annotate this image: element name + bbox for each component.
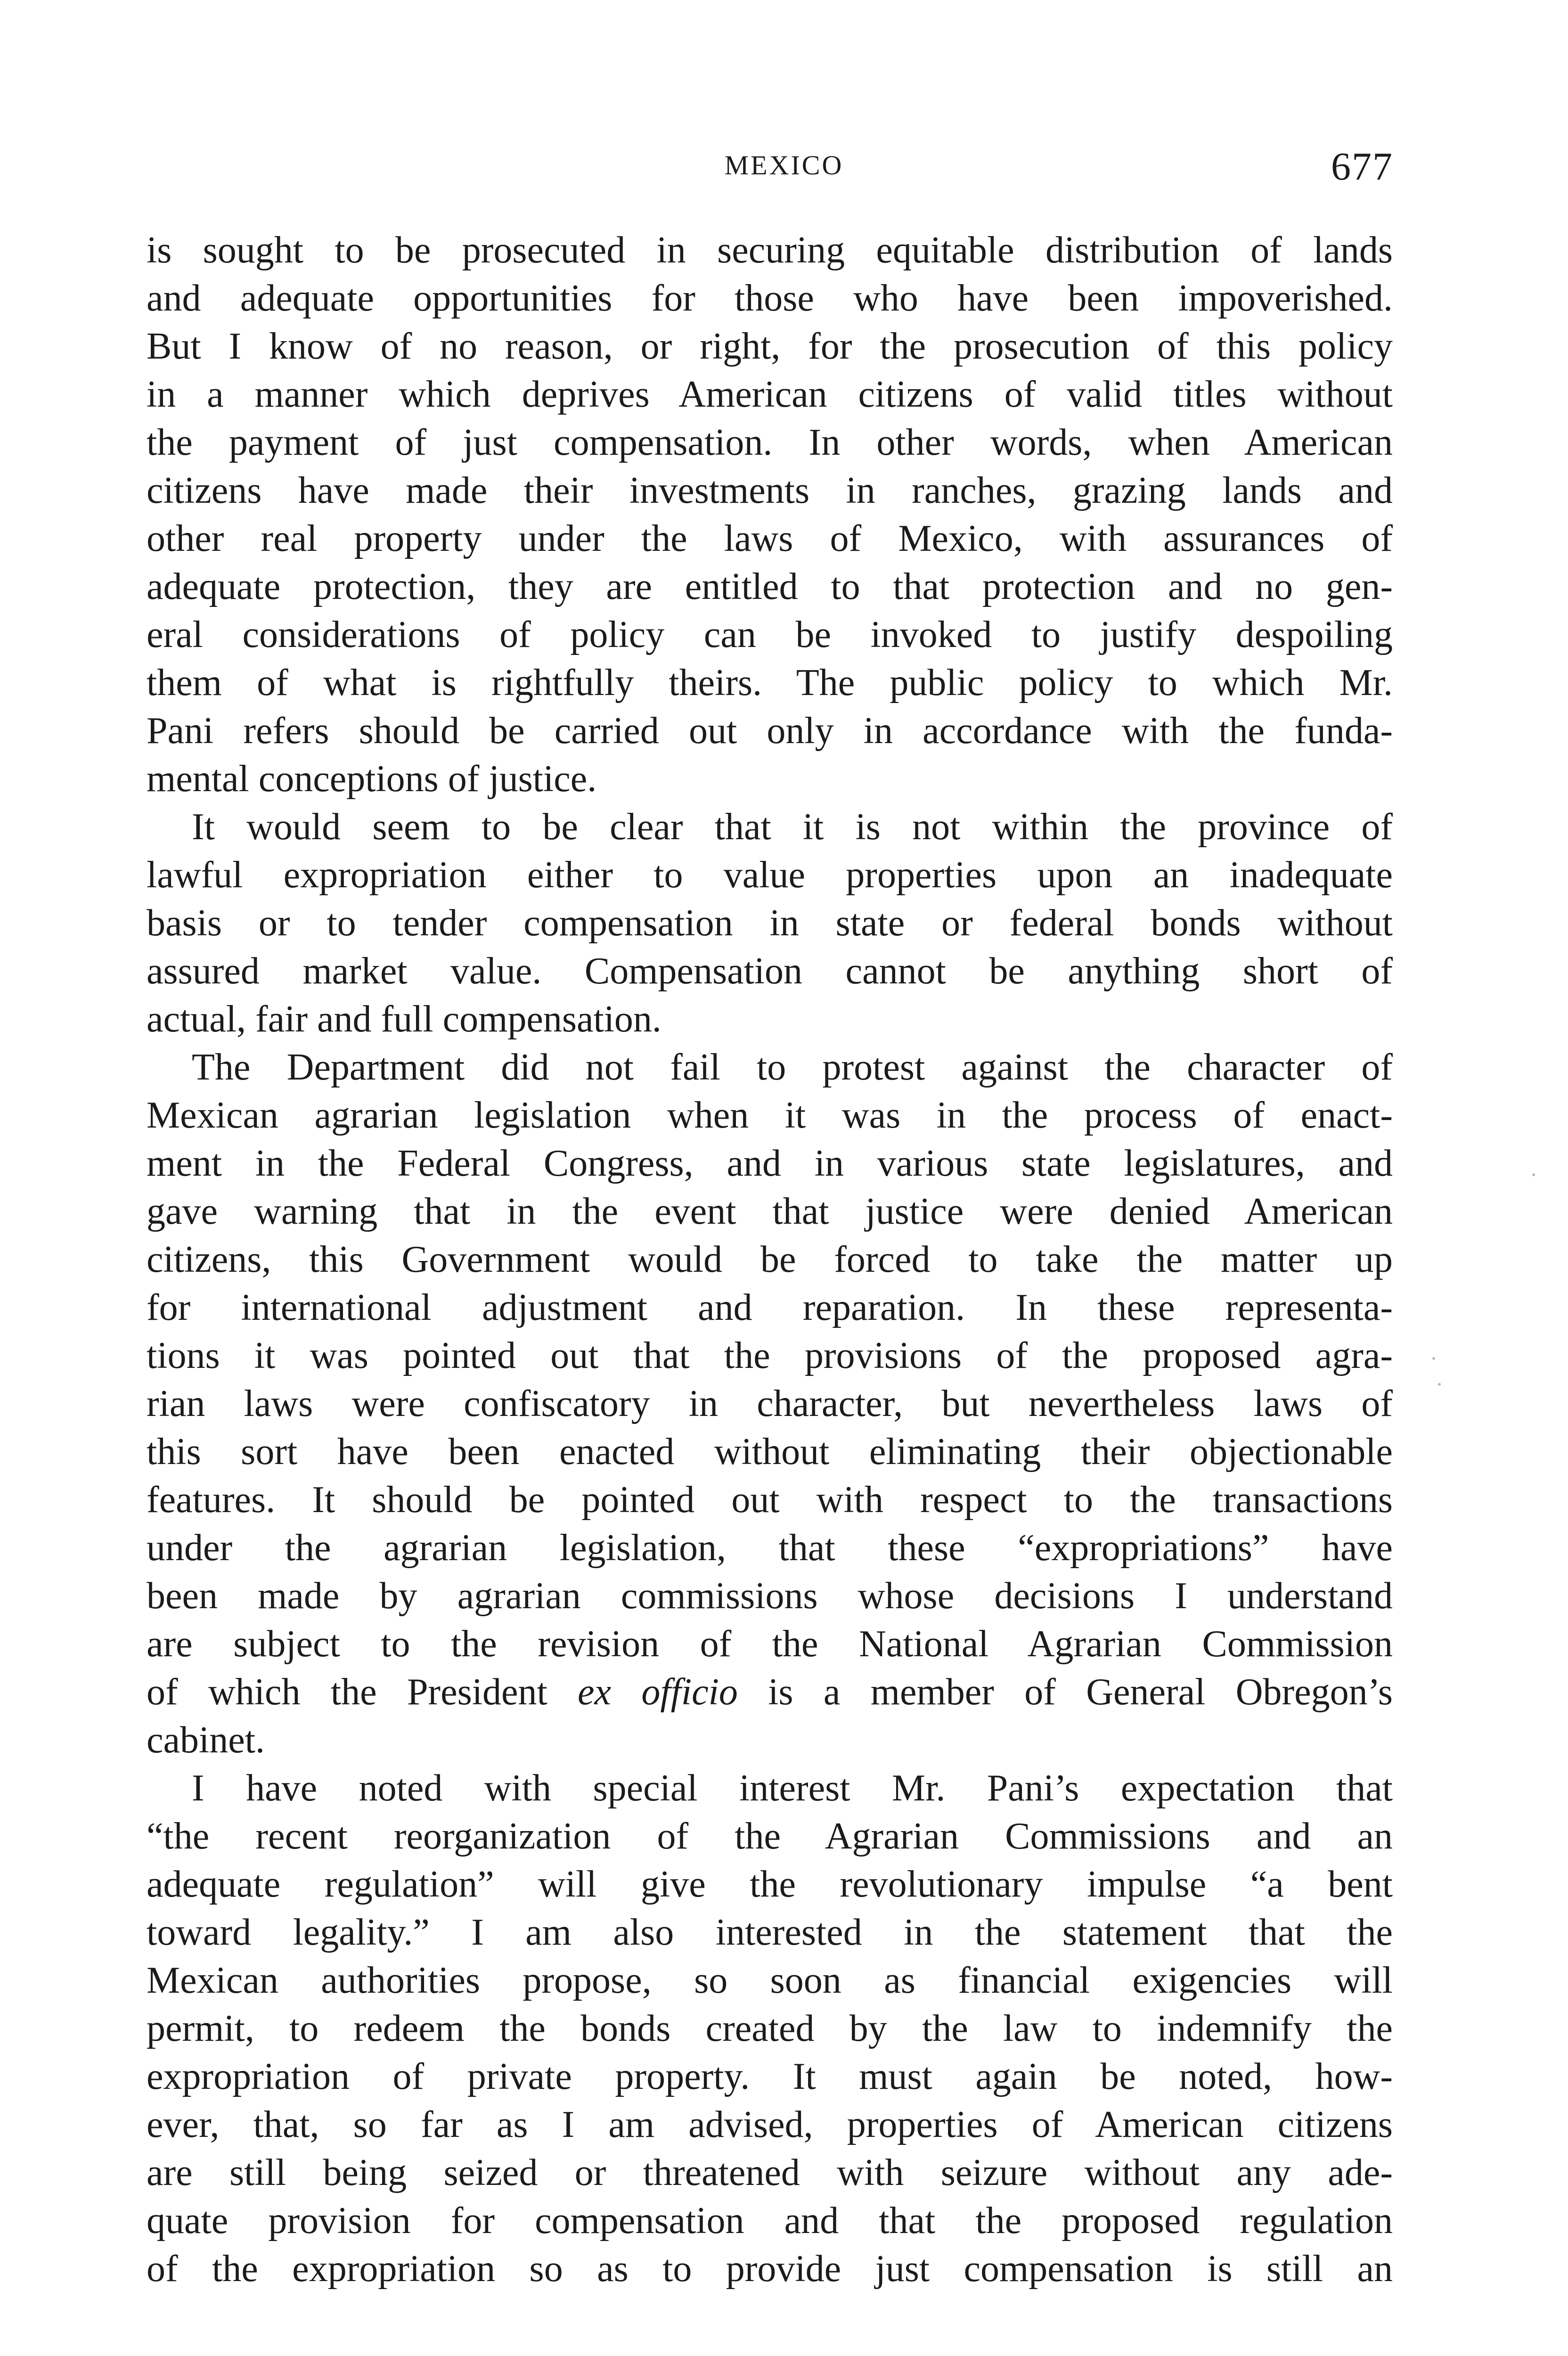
latin-phrase: ex officio [578,1671,738,1713]
text-line: are still being seized or threatened with seizure without any ade- [147,2152,1393,2193]
text-line: adequate protection, they are entitled to that protection and no gen- [147,566,1393,607]
running-head [0,144,1568,186]
text-line: of the expropriation so as to provide just compensation is still an [147,2248,1393,2290]
text-line: and adequate opportunities for those who have been impoverished. [147,278,1393,319]
paragraph-first-line: I have noted with special interest Mr. Pani’s expectation that [192,1767,1393,1809]
text-line: been made by agrarian commissions whose decisions I understand [147,1575,1393,1617]
page-number: 677 [1331,145,1393,188]
text-line [147,1668,1393,1716]
text-line: assured market value. Compensation cannot be anything short of [147,950,1393,992]
paragraph-first-line: The Department did not fail to protest against the character of [192,1047,1393,1088]
scan-speck [1438,1383,1441,1386]
text-line: rian laws were confiscatory in character, but nevertheless laws of [147,1383,1393,1424]
text-line: adequate regulation” will give the revolutionary impulse “a bent [147,1864,1393,1905]
text-line: cabinet. [147,1719,265,1761]
text-line: features. It should be pointed out with respect to the transactions [147,1479,1393,1521]
text-line: “the recent reorganization of the Agrarian Commissions and an [147,1816,1393,1857]
text-line: other real property under the laws of Mexico, with assurances of [147,518,1393,559]
text-line: eral considerations of policy can be invoked to justify despoiling [147,614,1393,655]
text-line: gave warning that in the event that justice were denied American [147,1191,1393,1232]
scan-speck [1432,1357,1435,1360]
text-line: in a manner which deprives American citizens of valid titles without [147,374,1393,415]
text-line: quate provision for compensation and that the proposed regulation [147,2200,1393,2241]
text-line: tions it was pointed out that the provisions of the proposed agra- [147,1335,1393,1376]
text-line: ment in the Federal Congress, and in various state legislatures, and [147,1143,1393,1184]
text-line: Mexican authorities propose, so soon as financial exigencies will [147,1960,1393,2001]
text-segment: is a member of General Obregon’s [768,1671,1393,1713]
text-line: are subject to the revision of the National Agrarian Commission [147,1623,1393,1665]
text-line: for international adjustment and reparation. In these representa- [147,1287,1393,1328]
text-line: lawful expropriation either to value properties upon an inadequate [147,854,1393,896]
text-line: the payment of just compensation. In other words, when American [147,422,1393,463]
text-line: ever, that, so far as I am advised, properties of American citizens [147,2104,1393,2145]
text-segment: of which the President [147,1671,547,1713]
text-line: actual, fair and full compensation. [147,998,662,1040]
text-line: But I know of no reason, or right, for the prosecution of this policy [147,326,1393,367]
text-line: basis or to tender compensation in state or federal bonds without [147,902,1393,944]
text-line: this sort have been enacted without eliminating their objectionable [147,1431,1393,1472]
scan-speck [1532,1173,1535,1176]
text-line: citizens have made their investments in ranches, grazing lands and [147,470,1393,511]
text-line: Pani refers should be carried out only in accordance with the funda- [147,710,1393,752]
text-line: toward legality.” I am also interested in the statement that the [147,1912,1393,1953]
body-text [147,226,1393,2293]
text-line: citizens, this Government would be forced to take the matter up [147,1239,1393,1280]
text-line: them of what is rightfully theirs. The public policy to which Mr. [147,662,1393,704]
text-line: permit, to redeem the bonds created by the law to indemnify the [147,2008,1393,2049]
paragraph-first-line: It would seem to be clear that it is not within the province of [192,806,1393,848]
text-line: mental conceptions of justice. [147,758,597,800]
text-line: expropriation of private property. It must again be noted, how- [147,2056,1393,2097]
text-line: under the agrarian legislation, that these “expropriations” have [147,1527,1393,1569]
text-line: is sought to be prosecuted in securing equitable distribution of lands [147,229,1393,271]
text-line: Mexican agrarian legislation when it was in the process of enact- [147,1095,1393,1136]
running-title: MEXICO [724,150,844,180]
